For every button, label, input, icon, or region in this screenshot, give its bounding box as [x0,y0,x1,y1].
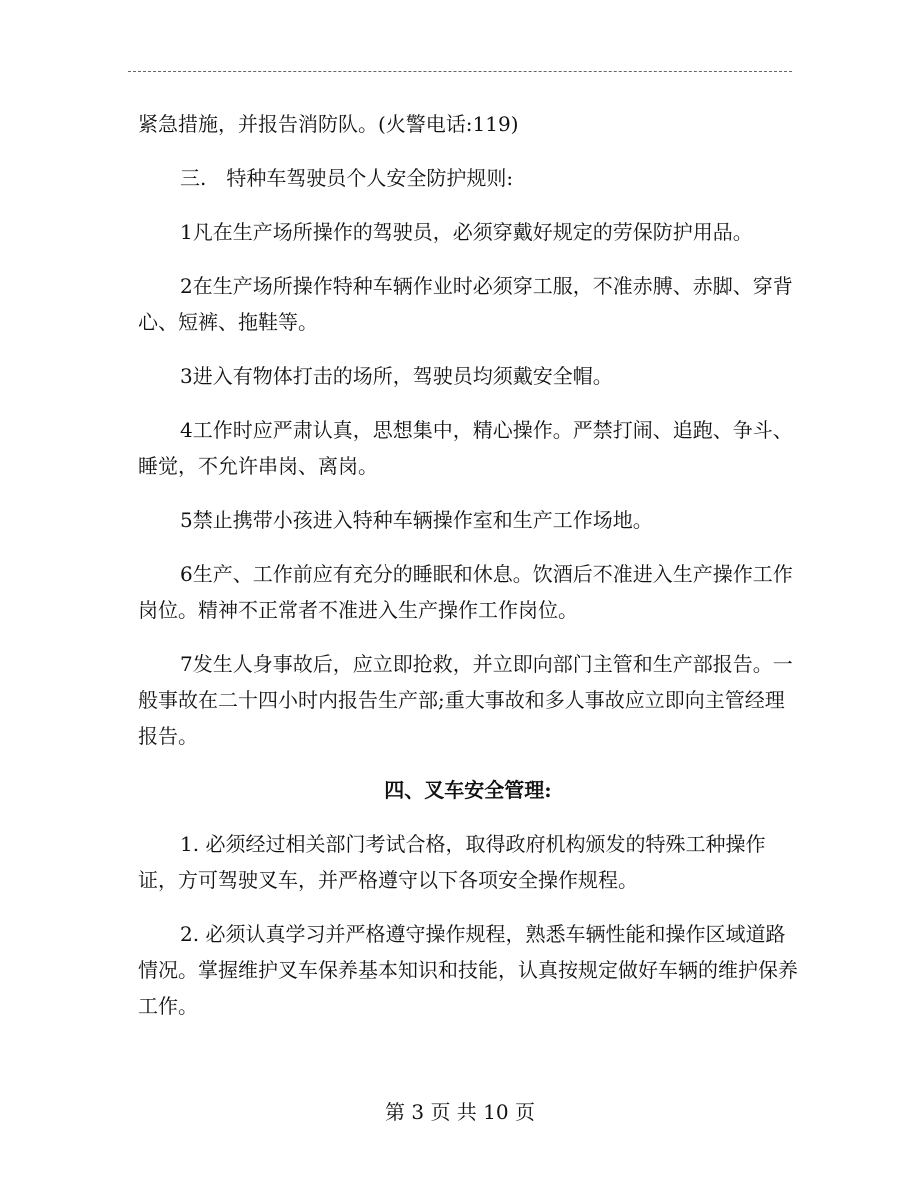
header-rule [128,71,792,72]
section-paragraph-2: 2. 必须认真学习并严格遵守操作规程，熟悉车辆性能和操作区域道路情况。掌握维护叉车保养基本知识和技能，认真按规定做好车辆的维护保养工作。 [138,922,798,1018]
document-body [138,106,798,1042]
paragraph-3: 1凡在生产场所操作的驾驶员，必须穿戴好规定的劳保防护用品。 [180,220,753,244]
section-heading: 四、叉车安全管理: [384,778,552,802]
page-footer: 第 3 页 共 10 页 [385,1100,535,1124]
paragraph-5: 3进入有物体打击的场所，驾驶员均须戴安全帽。 [180,364,613,388]
paragraph-8: 6生产、工作前应有充分的睡眠和休息。饮酒后不准进入生产操作工作岗位。精神不正常者不准进入生产操作工作岗位。 [138,562,793,622]
paragraph-2: 三. 特种车驾驶员个人安全防护规则: [180,166,514,190]
paragraph-9: 7发生人身事故后，应立即抢救，并立即向部门主管和生产部报告。一般事故在二十四小时内报告生产部;重大事故和多人事故应立即向主管经理报告。 [138,652,793,748]
paragraph-7: 5禁止携带小孩进入特种车辆操作室和生产工作场地。 [180,508,653,532]
paragraph-6: 4工作时应严肃认真，思想集中，精心操作。严禁打闹、追跑、争斗、睡觉，不允许串岗、离岗。 [138,418,793,478]
paragraph-4: 2在生产场所操作特种车辆作业时必须穿工服，不准赤膊、赤脚、穿背心、短裤、拖鞋等。 [138,274,793,334]
paragraph-1: 紧急措施，并报告消防队。(火警电话:119) [138,112,519,136]
section-paragraph-1: 1. 必须经过相关部门考试合格，取得政府机构颁发的特殊工种操作证，方可驾驶叉车，并严格遵守以下各项安全操作规程。 [138,832,766,892]
